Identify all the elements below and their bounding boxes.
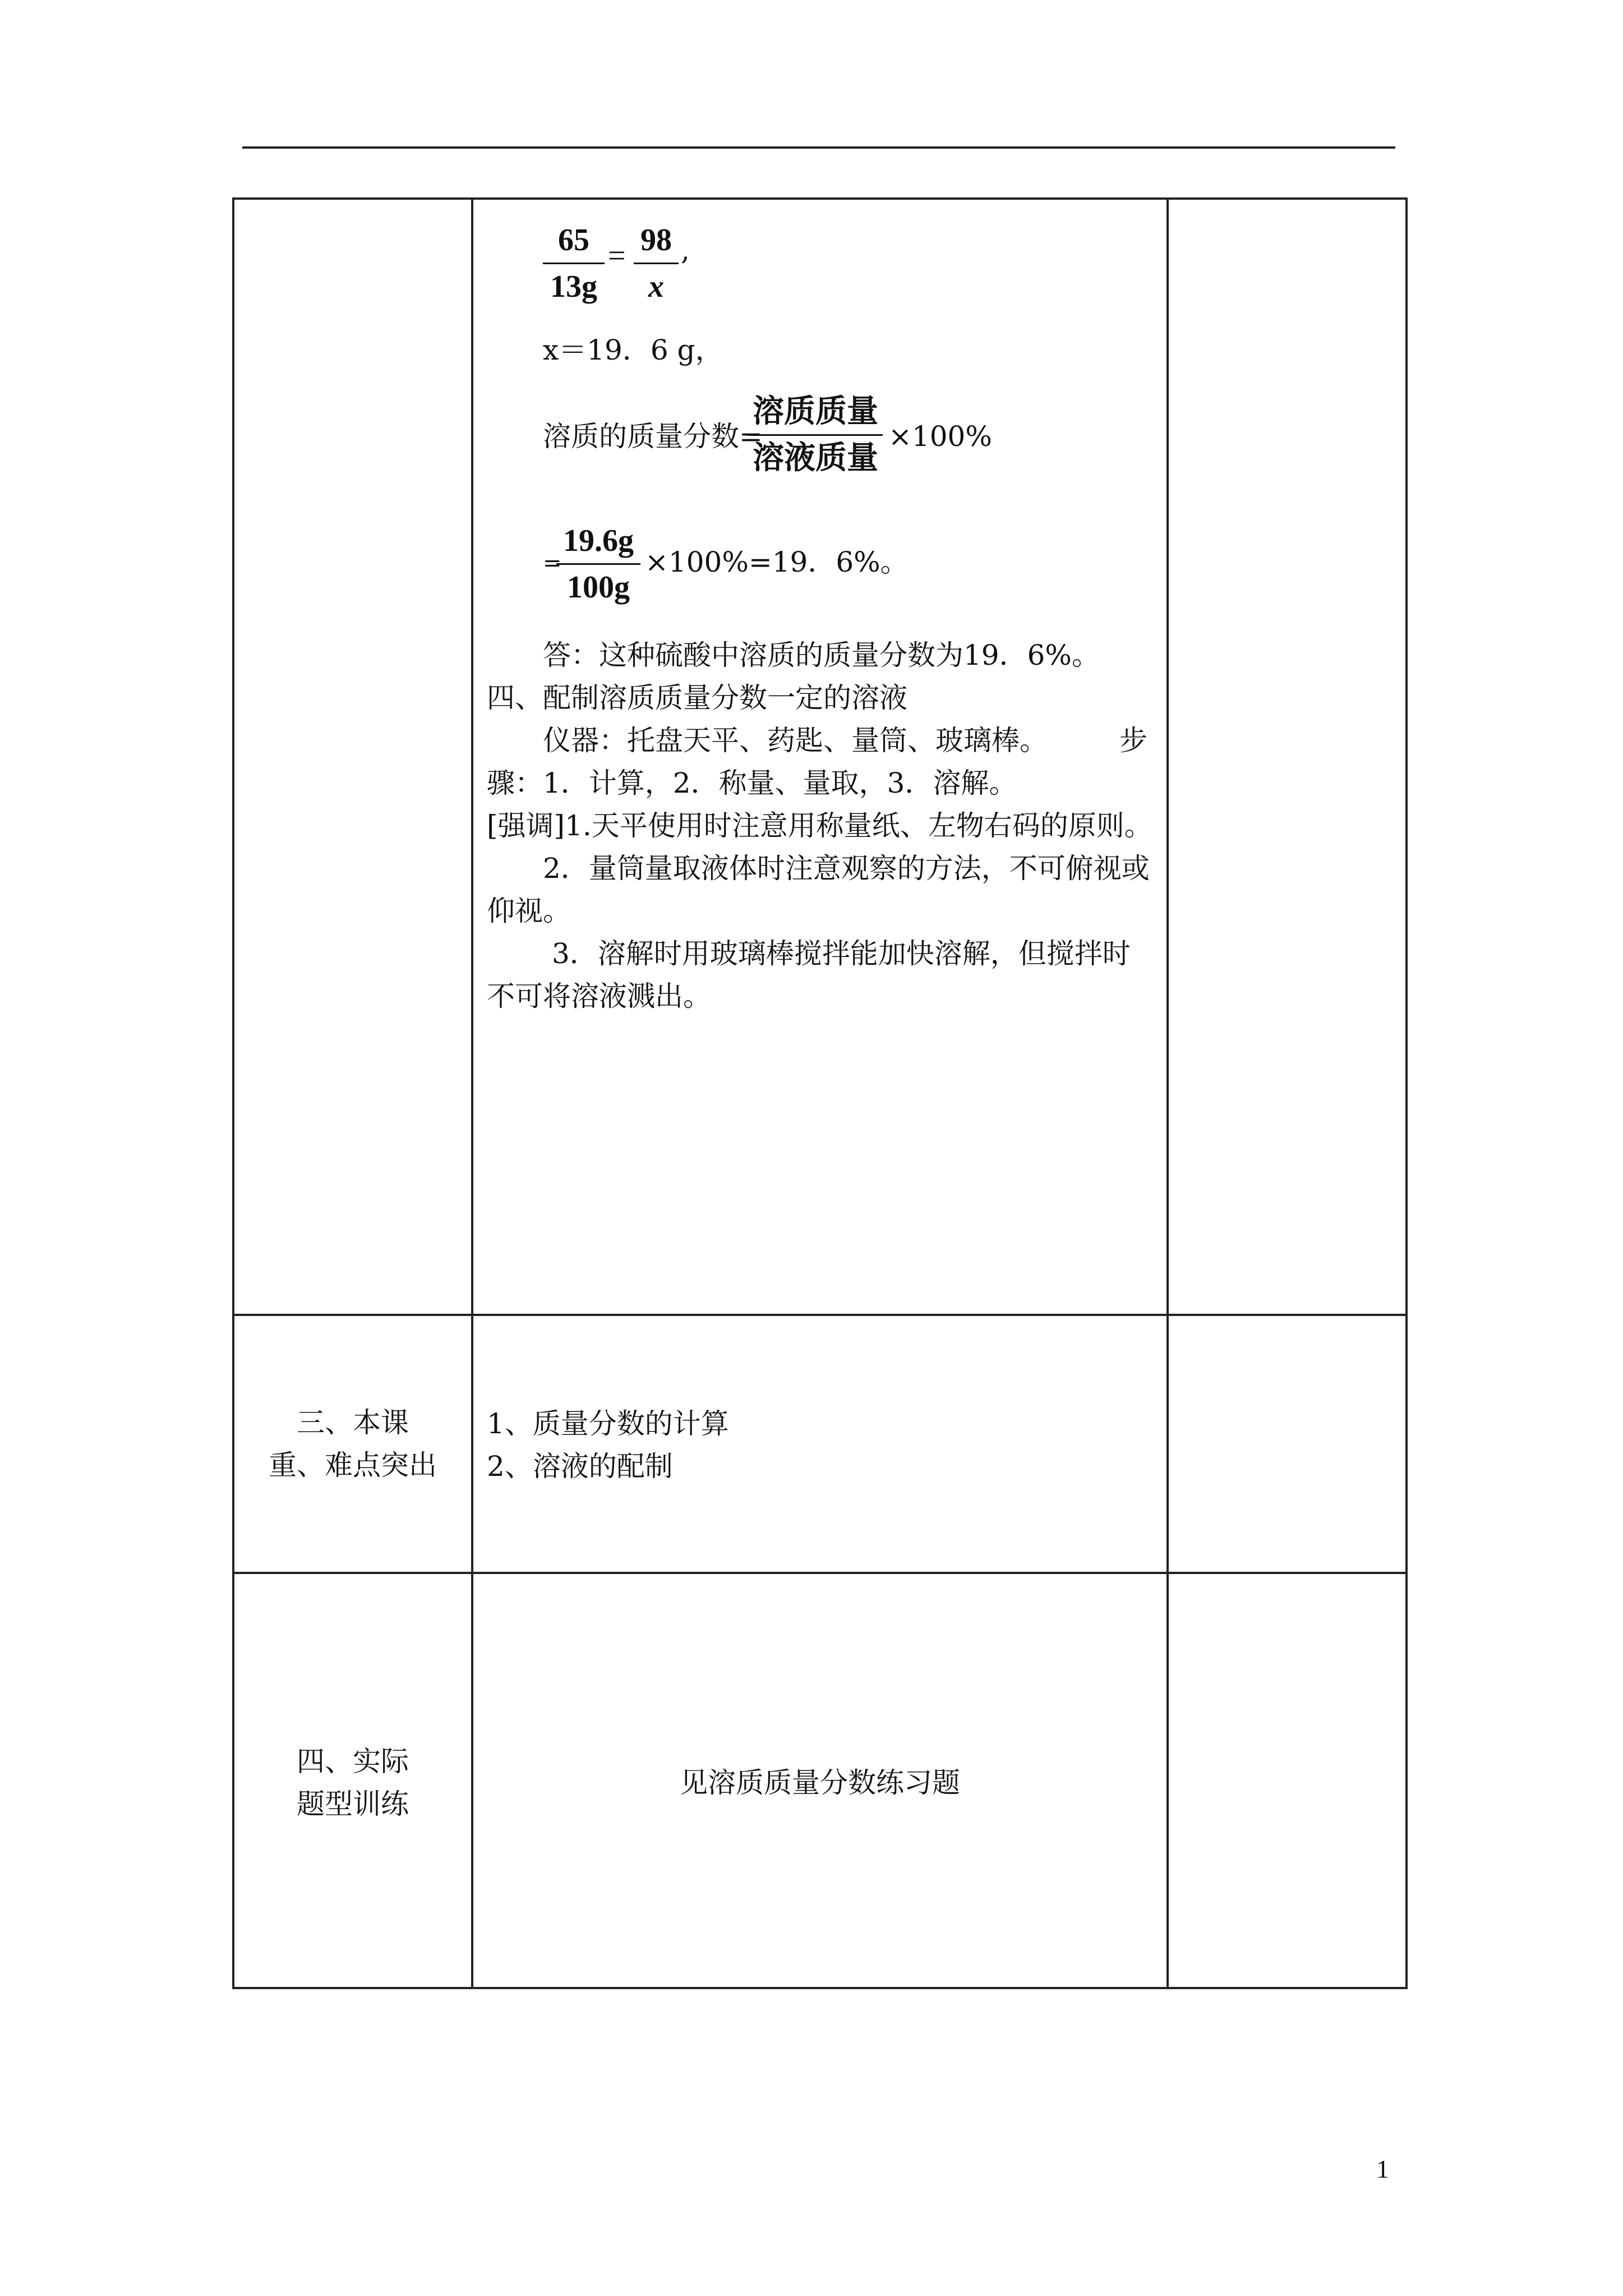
mass-fraction-prefix: 溶质的质量分数= xyxy=(543,420,763,453)
emphasis-3b: 不可将溶液溅出。 xyxy=(487,980,711,1013)
notes-cell-empty xyxy=(1168,1315,1407,1573)
label-cell-key-points xyxy=(233,1315,472,1573)
result-x: x＝19．6 g， xyxy=(543,334,723,366)
equation-comma: , xyxy=(681,234,690,266)
content-cell-key-points xyxy=(472,1315,1168,1573)
emphasis-1: [强调]1.天平使用时注意用称量纸、左物右码的原则。 xyxy=(487,809,1152,842)
calc-suffix: ×100%=19．6%。 xyxy=(645,546,909,578)
table-row xyxy=(233,1573,1407,1988)
label-line-2: 题型训练 xyxy=(297,1788,409,1820)
steps-line: 骤：1．计算，2．称量、量取，3．溶解。 xyxy=(487,767,1017,799)
label-line-2: 重、难点突出 xyxy=(269,1449,437,1481)
answer-line: 答：这种硫酸中溶质的质量分数为19．6%。 xyxy=(543,639,1100,671)
steps-word-start: 步 xyxy=(1119,724,1147,757)
instruments-line: 仪器：托盘天平、药匙、量筒、玻璃棒。 xyxy=(543,724,1048,757)
calc-prefix: = xyxy=(543,550,562,576)
page-number: 1 xyxy=(1376,2155,1389,2183)
list-item: 1、质量分数的计算 xyxy=(487,1407,729,1440)
label-cell-practice xyxy=(233,1573,472,1988)
header-rule xyxy=(242,146,1395,149)
label-line-1: 三、本课 xyxy=(297,1406,409,1439)
label-cell-empty xyxy=(233,199,472,1315)
notes-cell-empty xyxy=(1168,1573,1407,1988)
fraction-19-6g-100g: 19.6g 100g xyxy=(556,521,640,608)
practice-reference: 见溶质质量分数练习题 xyxy=(680,1766,960,1799)
section-title-prepare-solution: 四、配制溶质质量分数一定的溶液 xyxy=(487,682,907,714)
table-row xyxy=(233,1315,1407,1573)
content-cell-practice xyxy=(472,1573,1168,1988)
fraction-65-13g: 65 13g xyxy=(543,220,605,307)
emphasis-3a: 3．溶解时用玻璃棒搅拌能加快溶解，但搅拌时 xyxy=(552,937,1131,970)
mass-fraction-suffix: ×100% xyxy=(888,420,992,453)
emphasis-2b: 仰视。 xyxy=(487,895,571,927)
fraction-98-x: 98 x xyxy=(634,220,679,307)
equals-sign: = xyxy=(608,238,626,273)
emphasis-2a: 2．量筒量取液体时注意观察的方法，不可俯视或 xyxy=(543,852,1150,885)
table-row xyxy=(233,199,1407,1315)
content-cell-calculation xyxy=(472,199,1168,1315)
fraction-solute-solution: 溶质质量 溶液质量 xyxy=(748,392,883,478)
label-line-1: 四、实际 xyxy=(297,1745,409,1778)
list-item: 2、溶液的配制 xyxy=(487,1450,673,1483)
lesson-table xyxy=(232,197,1408,1989)
notes-cell-empty xyxy=(1168,199,1407,1315)
